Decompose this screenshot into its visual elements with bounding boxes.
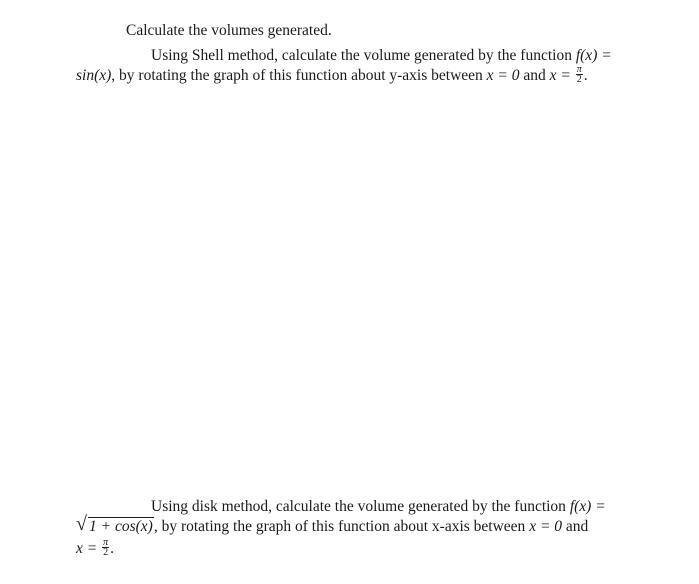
problem-1-rotation-text: , by rotating the graph of this function about y-axis between: [111, 67, 483, 84]
fraction-denominator: 2: [103, 546, 109, 558]
problem-2-pi-over-2-fraction: [102, 538, 109, 557]
fraction-numerator: π: [103, 536, 109, 548]
fraction-denominator: 2: [576, 73, 582, 85]
fraction-numerator: π: [576, 63, 582, 75]
problem-2-line-2: [76, 513, 589, 537]
problem-2-line-1: [151, 497, 606, 517]
problem-1-pi-over-2-fraction: [576, 65, 583, 84]
problem-1-line-2: [76, 63, 588, 86]
problem-1-period: .: [583, 67, 588, 84]
radical-sign-icon: √: [76, 513, 87, 535]
problem-2-rotation-text: , by rotating the graph of this function about x-axis between: [153, 518, 526, 535]
problem-1-upper-bound-lhs: x =: [549, 67, 571, 84]
problem-2-line-3: [76, 536, 114, 559]
problem-1-function-expression: sin(x): [76, 67, 112, 84]
problem-2-lower-bound: x = 0: [529, 518, 563, 535]
problem-1-and-text: and: [523, 67, 546, 84]
section-heading: Calculate the volumes generated.: [126, 22, 332, 39]
problem-2-intro-text: Using disk method, calculate the volume generated by the function: [151, 498, 566, 515]
problem-2-square-root: [76, 513, 154, 537]
problem-2-period: .: [110, 540, 114, 557]
problem-1-intro-text: Using Shell method, calculate the volume generated by the function: [151, 47, 572, 64]
problem-2-and-text: and: [565, 518, 589, 535]
problem-1-line-1: [151, 46, 612, 66]
problem-2-radicand: 1 + cos(x): [89, 518, 153, 535]
problem-1-function-lhs: f(x) =: [575, 47, 612, 64]
problem-2-upper-bound-lhs: x =: [76, 540, 98, 557]
problem-2-function-lhs: f(x) =: [569, 498, 606, 515]
problem-1-lower-bound: x = 0: [486, 67, 520, 84]
